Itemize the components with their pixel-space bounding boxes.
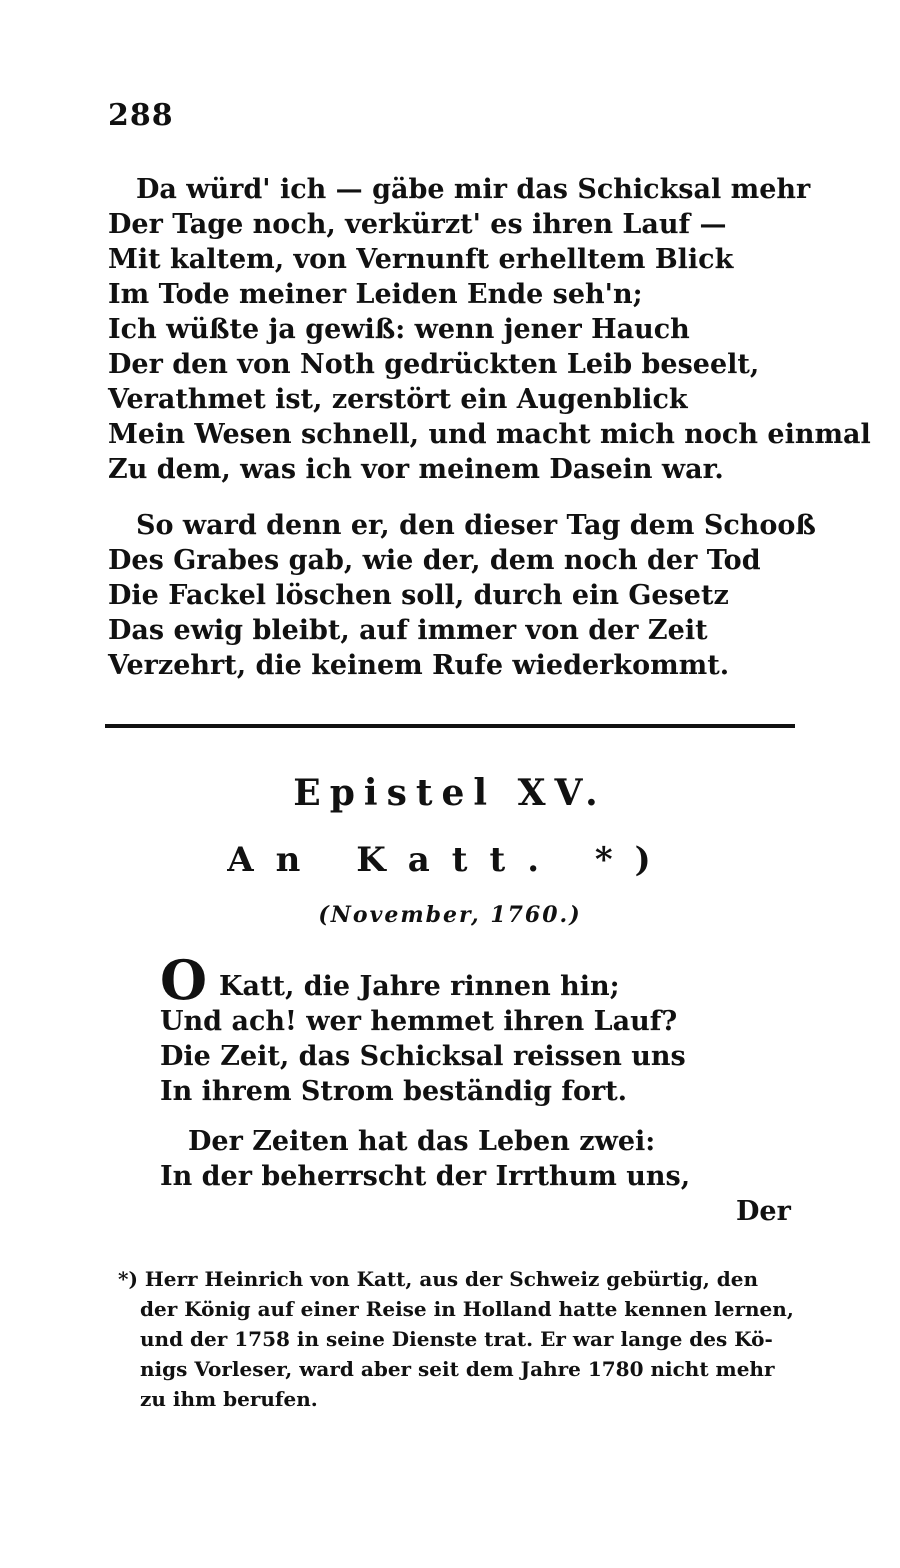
epistle-title: Epistel XV. (293, 772, 607, 814)
footnote (118, 1264, 798, 1414)
footnote-line: *) Herr Heinrich von Katt, aus der Schweiz gebürtig, den (118, 1267, 759, 1291)
page-number: 288 (108, 98, 174, 133)
verse-line: Der den von Noth gedrückten Leib beseelt, (108, 349, 760, 380)
verse-line: In der beherrscht der Irrthum uns, (160, 1161, 691, 1192)
verse-text: Katt, die Jahre rinnen hin; (219, 971, 620, 1002)
section-divider (105, 724, 795, 728)
verse-line: Das ewig bleibt, auf immer von der Zeit (108, 615, 708, 646)
verse-line: Die Fackel löschen soll, durch ein Gesetz (108, 580, 729, 611)
verse-line: Die Zeit, das Schicksal reissen uns (160, 1041, 686, 1072)
verse-line: Des Grabes gab, wie der, dem noch der Tod (108, 545, 761, 576)
footnote-line: zu ihm berufen. (140, 1387, 318, 1411)
footnote-line: nigs Vorleser, ward aber seit dem Jahre 1780 nicht mehr (140, 1357, 775, 1381)
verse-line: Mit kaltem, von Vernunft erhelltem Blick (108, 244, 734, 275)
verse-line: Mein Wesen schnell, und macht mich noch einmal (108, 419, 871, 450)
poem-stanza-2 (108, 508, 816, 683)
verse-line: Und ach! wer hemmet ihren Lauf? (160, 1006, 678, 1037)
epistle-date: (November, 1760.) (318, 902, 582, 928)
verse-line: Der Tage noch, verkürzt' es ihren Lauf — (108, 209, 727, 240)
poem-stanza-4 (160, 1124, 690, 1194)
verse-line: Verzehrt, die keinem Rufe wiederkommt. (108, 650, 730, 681)
verse-line: Da würd' ich — gäbe mir das Schicksal mehr (136, 174, 811, 205)
verse-line: In ihrem Strom beständig fort. (160, 1076, 628, 1107)
poem-stanza-1 (108, 172, 871, 487)
verse-line: Verathmet ist, zerstört ein Augenblick (108, 384, 688, 415)
poem-stanza-3 (160, 948, 686, 1109)
verse-line: Ich wüßte ja gewiß: wenn jener Hauch (108, 314, 690, 345)
verse-line: So ward denn er, den dieser Tag dem Schooß (136, 510, 816, 541)
verse-line-first (160, 948, 686, 1012)
drop-cap: O (160, 948, 208, 1012)
footnote-line: und der 1758 in seine Dienste trat. Er war lange des Kö- (140, 1327, 773, 1351)
verse-line: Der Zeiten hat das Leben zwei: (188, 1126, 656, 1157)
footnote-line: der König auf einer Reise in Holland hatte kennen lernen, (140, 1297, 794, 1321)
epistle-addressee: An Katt. *) (227, 840, 673, 880)
verse-line: Im Tode meiner Leiden Ende seh'n; (108, 279, 643, 310)
catchword: Der (736, 1196, 791, 1227)
verse-line: Zu dem, was ich vor meinem Dasein war. (108, 454, 724, 485)
